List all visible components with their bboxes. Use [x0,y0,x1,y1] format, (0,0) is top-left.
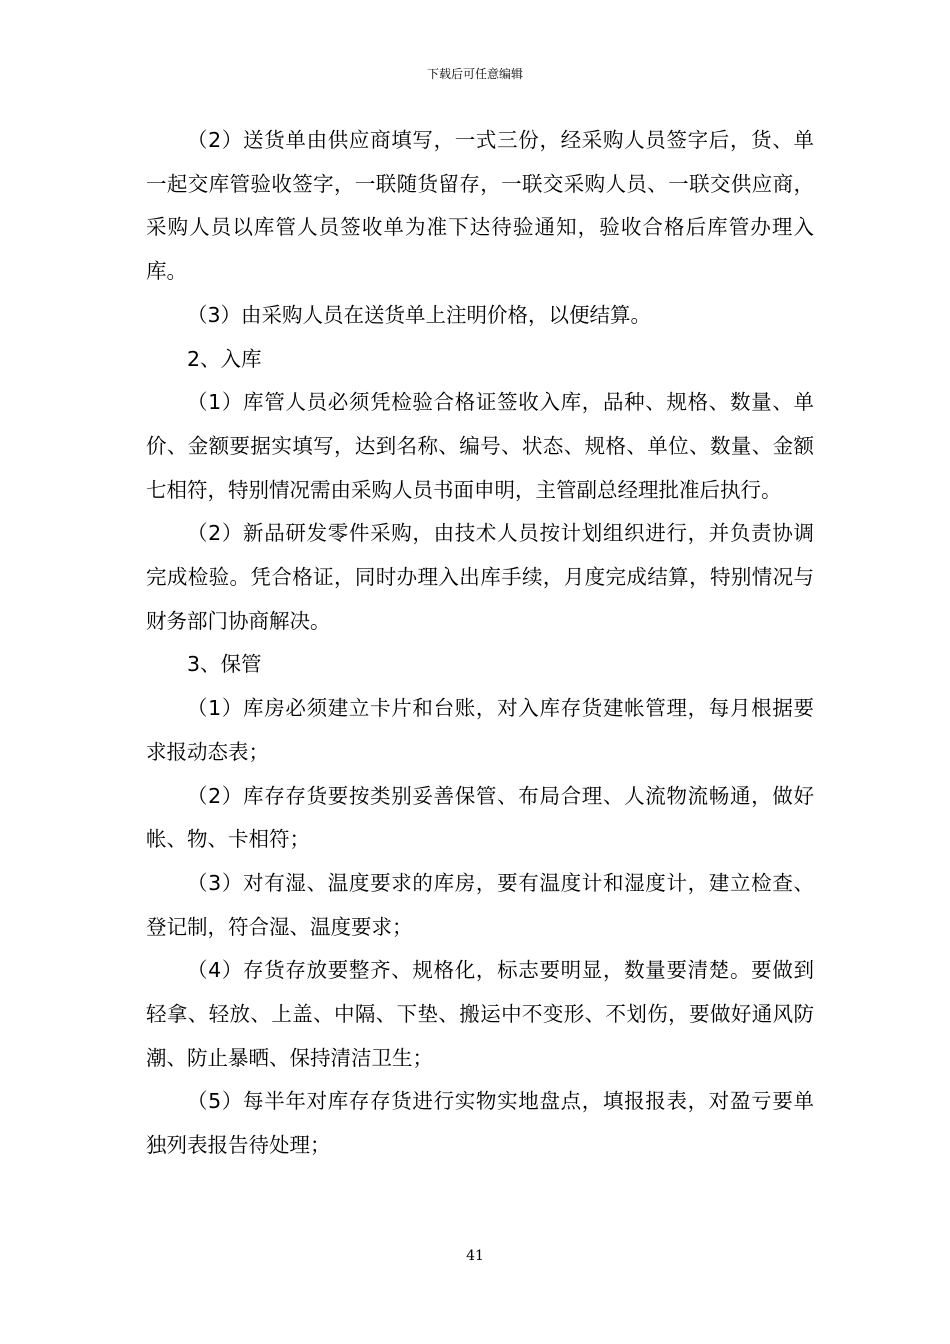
page-number: 41 [466,1248,484,1264]
paragraph: （3）对有湿、温度要求的库房，要有温度计和湿度计，建立检查、登记制，符合湿、温度要求； [146,870,814,939]
paragraph: （2）新品研发零件采购，由技术人员按计划组织进行，并负责协调完成检验。凭合格证，同时办理入出库手续，月度完成结算，特别情况与财务部门协商解决。 [146,521,814,633]
section-heading: 2、入库 [187,346,262,371]
paragraph: （1）库房必须建立卡片和台账，对入库存货建帐管理，每月根据要求报动态表； [146,696,814,764]
paragraph: （2）送货单由供应商填写，一式三份，经采购人员签字后，货、单一起交库管验收签字，一联随货留存，一联交采购人员、一联交供应商，采购人员以库管人员签收单为准下达待验通知，验收合格后库管办理入库。 [146,128,814,284]
paragraph: （1）库管人员必须凭检验合格证签收入库，品种、规格、数量、单价、金额要据实填写，达到名称、编号、状态、规格、单位、数量、金额七相符，特别情况需由采购人员书面申明，主管副总经理批准后执行。 [146,390,814,502]
document-body [146,119,814,1168]
paragraph: （5）每半年对库存存货进行实物实地盘点，填报报表，对盈亏要单独列表报告待处理； [146,1089,814,1158]
paragraph: （3）由采购人员在送货单上注明价格，以便结算。 [187,302,652,327]
paragraph: （4）存货存放要整齐、规格化，标志要明显，数量要清楚。要做到轻拿、轻放、上盖、中隔、下垫、搬运中不变形、不划伤，要做好通风防潮、防止暴晒、保持清洁卫生； [146,958,814,1070]
paragraph: （2）库存存货要按类别妥善保管、布局合理、人流物流畅通，做好帐、物、卡相符； [146,783,814,852]
section-heading: 3、保管 [187,652,262,677]
header-note: 下载后可任意编辑 [426,67,523,81]
